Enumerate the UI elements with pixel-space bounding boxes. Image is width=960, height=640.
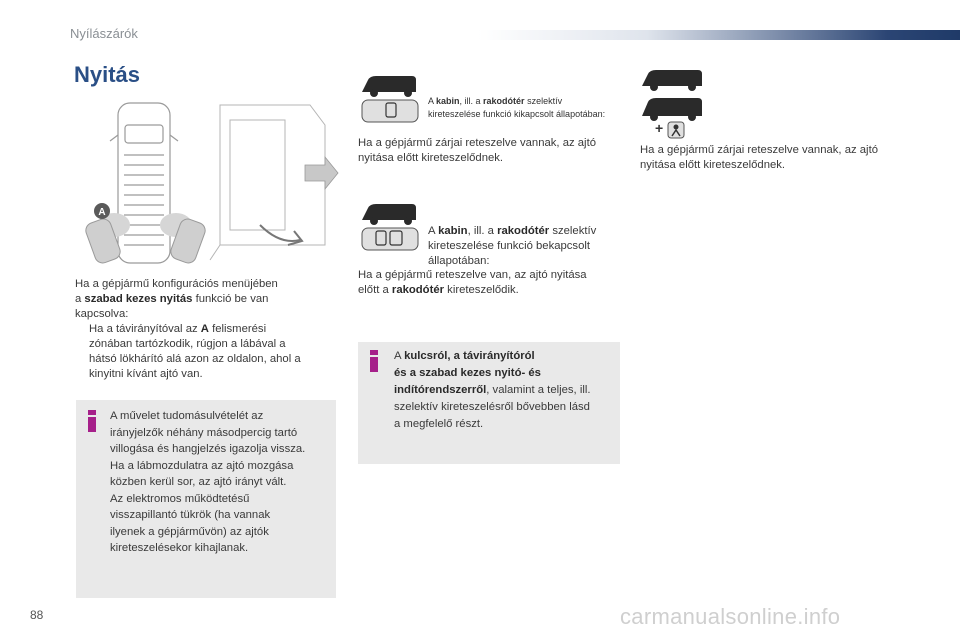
- mode2-text: Ha a gépjármű reteszelve van, az ajtó nyitása előtt a rakodótér kireteszelődik.: [358, 269, 587, 296]
- van-lock-icon-mode1: [360, 66, 422, 126]
- bullet-line-3: hátsó lökhárító alá azon az oldalon, ahol a: [89, 353, 301, 365]
- right-text: Ha a gépjármű zárjai reteszelve vannak, az ajtó nyitása előtt kireteszelődnek.: [640, 144, 878, 171]
- bullet-line-4: kinyitni kívánt ajtó van.: [89, 368, 203, 380]
- info-icon: [88, 410, 96, 432]
- page-number: 88: [30, 608, 44, 622]
- info-text-middle: A kulcsról, a távirányítóról és a szabad kezes nyitó- és indítórendszerről, valamint a teljes, ill. szelektív kireteszelésről bővebben lásd a megfelelő részt.: [394, 350, 591, 430]
- van-keyless-icon: [640, 64, 710, 140]
- section-header: Nyílászárók: [70, 26, 138, 41]
- info-text-left: A művelet tudomásulvételét az irányjelzők néhány másodpercig tartó villogása és hangjelzés igazolja vissza. Ha a lábmozdulatra az ajtó mozgása közben kerül sor, az ajtó irányt vált. Az elektromos működtetésű visszapillantó tükrök (ha vannak ilyenek a gépjárművön) az ajtók kireteszelésekor kihajlanak.: [110, 410, 306, 554]
- page-title: Nyitás: [74, 62, 141, 87]
- intro-line-3: kapcsolva:: [75, 308, 129, 320]
- plus-sign: +: [655, 120, 664, 136]
- zone-label: A: [98, 207, 106, 218]
- info-icon: [370, 350, 378, 372]
- van-lock-icon-mode2: [360, 194, 422, 254]
- mode1-text: Ha a gépjármű zárjai reteszelve vannak, az ajtó nyitása előtt kireteszelődnek.: [358, 137, 596, 164]
- header-bar: [478, 30, 960, 40]
- intro-line-1: Ha a gépjármű konfigurációs menüjében: [75, 278, 278, 290]
- van-foot-sensor-illustration: [80, 95, 340, 270]
- left-intro: [75, 277, 345, 382]
- info-box-middle: [358, 342, 620, 464]
- info-box-left: [76, 400, 336, 598]
- mode1-caption: A kabin, ill. a rakodótér szelektív kireteszelése funkció kikapcsolt állapotában:: [428, 96, 606, 119]
- mode2-caption: A kabin, ill. a rakodótér szelektív kireteszelése funkció bekapcsolt állapotában:: [428, 225, 597, 267]
- intro-line-2: a szabad kezes nyitás funkció be van: [75, 293, 269, 305]
- watermark: carmanualsonline.info: [620, 604, 841, 629]
- bullet-line-2: zónában tartózkodik, rúgjon a lábával a: [89, 338, 286, 350]
- bullet-line-1: Ha a távirányítóval az A felismerési: [89, 323, 267, 335]
